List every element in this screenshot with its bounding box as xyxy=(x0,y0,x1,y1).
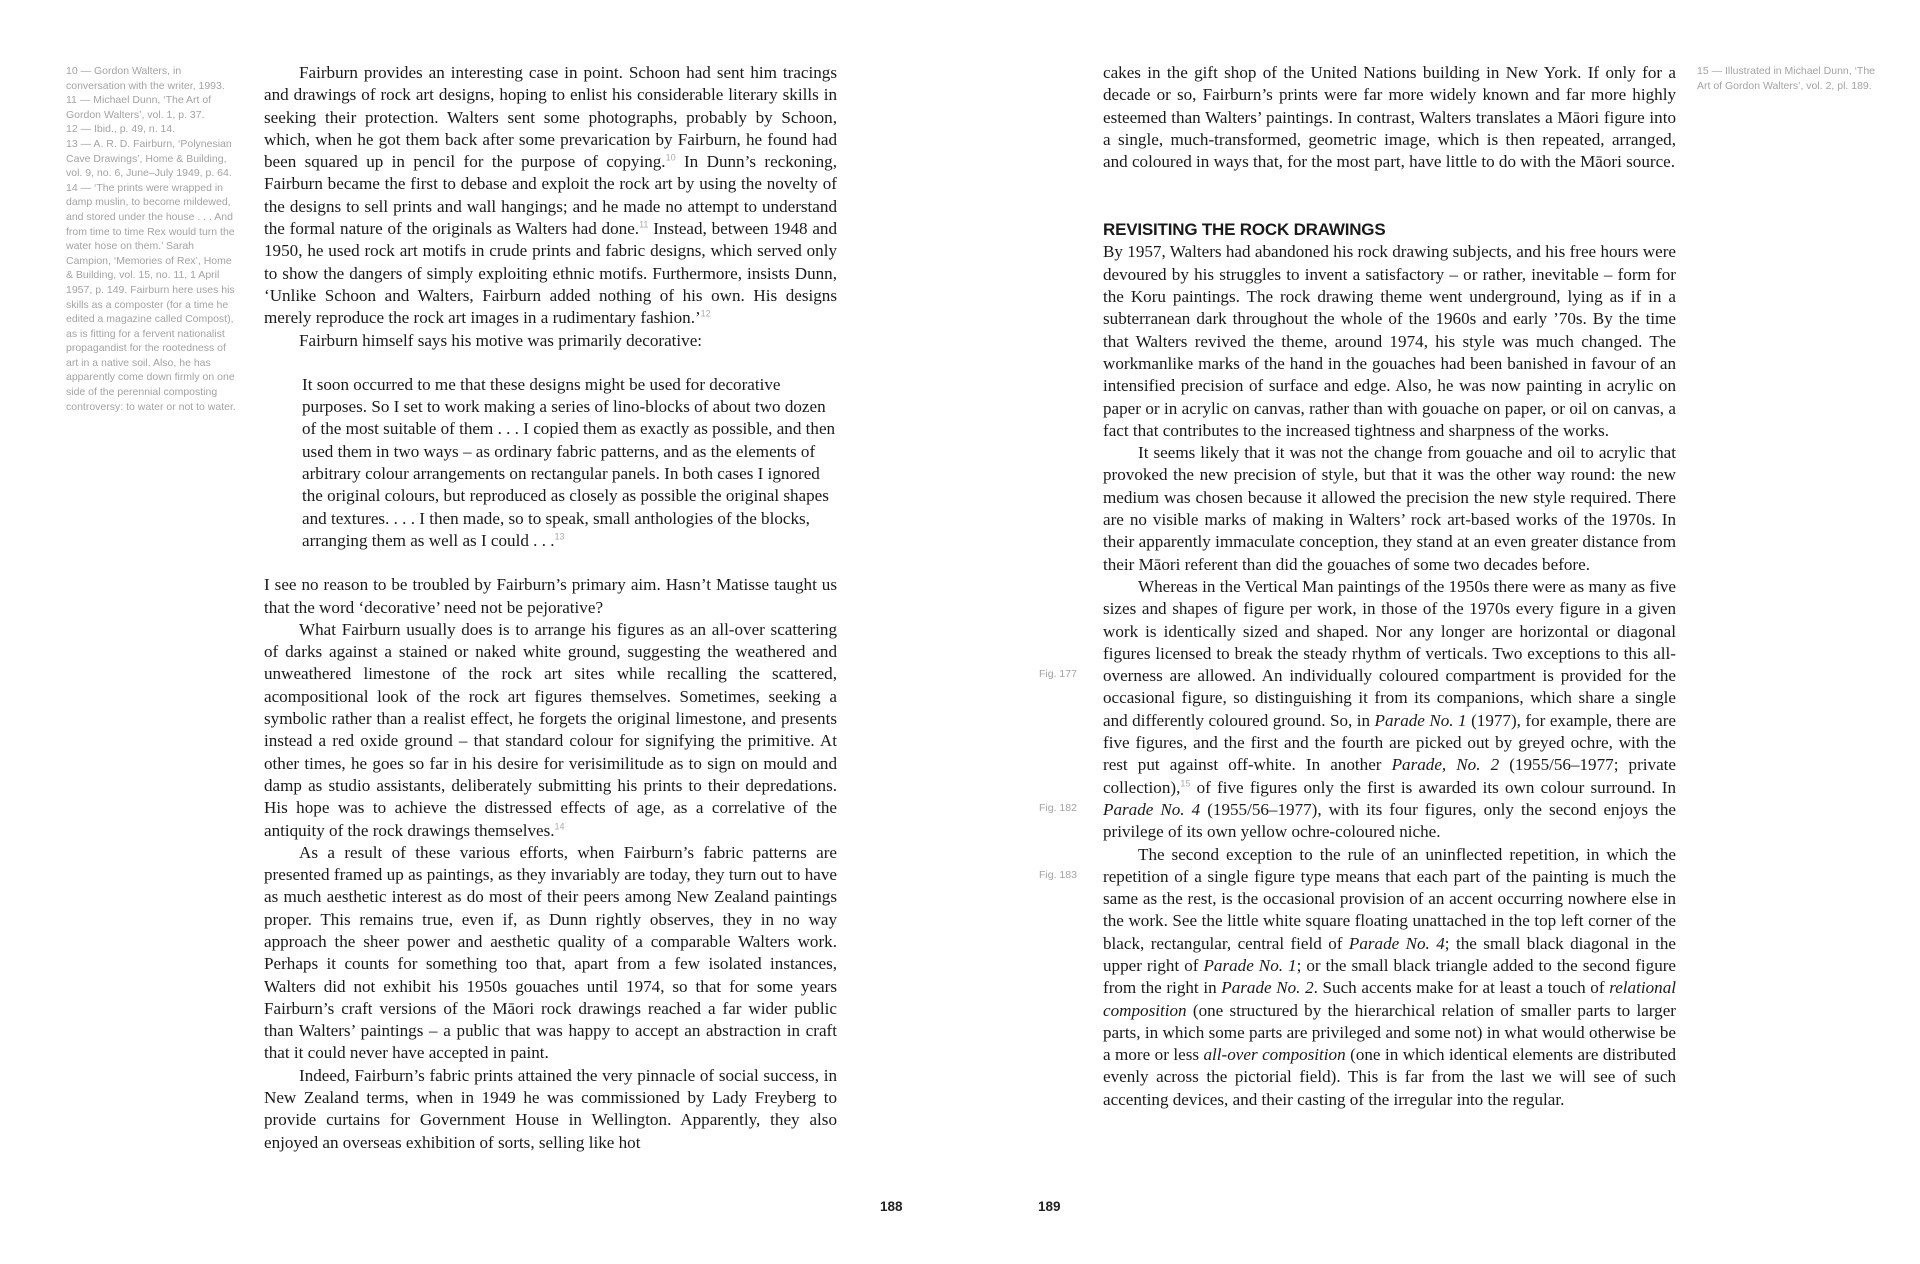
page-number-left: 188 xyxy=(880,1199,903,1214)
footnote-ref: 13 xyxy=(554,531,565,542)
body-paragraph: Indeed, Fairburn’s fabric prints attained the very pinnacle of social success, in New Zealand terms, when in 1949 he was commissioned by Lady Freyberg to provide curtains for Government House in Wellington. Apparently, they also enjoyed an overseas exhibition of sorts, selling like hot xyxy=(264,1065,837,1152)
footnote: 13 — A. R. D. Fairburn, ‘Polynesian Cave Drawings’, Home & Building, vol. 9, no. 6, June–July 1949, p. 64. xyxy=(66,137,232,180)
footnote: 15 — Illustrated in Michael Dunn, ‘The Art of Gordon Walters’, vol. 2, pl. 189. xyxy=(1697,65,1876,92)
footnote-ref: 11 xyxy=(639,219,649,230)
body-paragraph: Whereas in the Vertical Man paintings of the 1950s there were as many as five sizes and shapes of figure per work, in those of the 1970s every figure in a given work is identically sized and shaped. Nor any longer are horizontal or diagonal figures licensed to break the steady rhythm of verticals. Two exceptions to this all-overness are allowed. An individually coloured compartment is provided for the occasional figure, so distinguishing it from its companions, which share a single and differently coloured ground. So, in Parade No. 1 (1977), for example, there are five figures, and the first and the fourth are picked out by greyed ochre, with the rest put against off-white. In another Parade, No. 2 (1955/56–1977; private collection),$^{15}$ of five figures only the first is awarded its own colour surround. In Parade No. 4 (1955/56–1977), with its four figures, only the second enjoys the privilege of its own yellow ochre-coloured niche. xyxy=(1103,576,1677,842)
footnote: 12 — Ibid., p. 49, n. 14. xyxy=(66,123,176,136)
page-number-right: 189 xyxy=(1038,1199,1061,1214)
right-body-column xyxy=(1103,62,1676,1111)
body-paragraph: cakes in the gift shop of the United Nations building in New York. If only for a decade or so, Fairburn’s prints were far more widely known and far more highly esteemed than Walters’ paintings. In contrast, Walters translates a Māori figure into a single, much-transformed, geometric image, which is then repeated, arranged, and coloured in ways that, for the most part, have little to do with the Māori source. xyxy=(1103,63,1676,172)
footnote-ref: 12 xyxy=(700,308,711,319)
block-quote: It soon occurred to me that these designs might be used for decorative purposes. So I set to work making a series of lino-blocks of about two dozen of the most suitable of them . . . I copied them as exactly as possible, and then used them in two ways – as ordinary fabric patterns, and as the elements of arbitrary colour arrangements on rectangular panels. In both cases I ignored the original colours, but reproduced as closely as possible the original shapes and textures. . . . I then made, so to speak, small anthologies of the blocks, arranging them as well as I could . . .$^{13}$ xyxy=(302,374,836,550)
figure-reference: Fig. 177 xyxy=(1039,668,1077,680)
section-heading: REVISITING THE ROCK DRAWINGS xyxy=(1103,220,1386,240)
footnote-ref: 10 xyxy=(665,152,676,163)
footnote: 10 — Gordon Walters, in conversation with the writer, 1993. xyxy=(66,65,225,92)
right-margin-notes xyxy=(1697,64,1887,93)
body-paragraph: By 1957, Walters had abandoned his rock drawing subjects, and his free hours were devoured by his struggles to invent a satisfactory – or rather, inevitable – form for the Koru paintings. The rock drawing theme went underground, lying as if in a subterranean dark throughout the whole of the 1960s and early ’70s. By the time that Walters revived the theme, around 1974, his style was much changed. The workmanlike marks of the hand in the gouaches had been banished in favour of an intensified precision of surface and edge. Also, he was now painting in acrylic on paper or in acrylic on canvas, rather than with gouache on paper, or oil on canvas, a fact that contributes to the increased tightness and sharpness of the works. xyxy=(1103,242,1676,440)
figure-reference: Fig. 182 xyxy=(1039,802,1077,814)
body-paragraph: As a result of these various efforts, when Fairburn’s fabric patterns are presented framed up as paintings, as they invariably are today, they turn out to have as much aesthetic interest as do most of their peers among New Zealand paintings proper. This remains true, even if, as Dunn rightly observes, they in no way approach the sheer power and aesthetic quality of a comparable Walters work. Perhaps it counts for something too that, apart from a few isolated instances, Walters did not exhibit his 1950s gouaches until 1974, so that for some years Fairburn’s craft versions of the Māori rock drawings reached a far wider public than Walters’ paintings – a public that was happy to accept an abstraction in craft that it could never have accepted in paint. xyxy=(264,842,837,1063)
body-paragraph: Fairburn himself says his motive was primarily decorative: xyxy=(299,330,703,350)
body-paragraph: What Fairburn usually does is to arrange his figures as an all-over scattering of darks against a stained or naked white ground, suggesting the weathered and unweathered limestone of the rock art sites while recalling the scattered, acompositional look of the rock art figures themselves. Sometimes, seeking a symbolic rather than a realist effect, he forgets the original limestone, and presents instead a red oxide ground – that standard colour for signifying the primitive. At other times, he goes so far in his desire for verisimilitude as to sign on mould and damp as studio assistants, deliberately submitting his prints to their depredations. His hope was to achieve the distressed effects of age, as a correlative of the antiquity of the rock drawings themselves.$^{14}$ xyxy=(264,619,837,840)
left-body-column xyxy=(264,62,837,1154)
body-paragraph: It seems likely that it was not the change from gouache and oil to acrylic that provoked the new precision of style, but that it was the other way round: the new medium was chosen because it allowed the precision the new style required. There are no visible marks of making in Walters’ rock art-based works of the 1970s. In their apparently immaculate conception, they stand at an even greater distance from their Māori referent than did the gouaches of some two decades before. xyxy=(1103,443,1676,574)
footnote: 14 — ‘The prints were wrapped in damp muslin, to become mildewed, and stored under the house . . . And from time to time Rex would turn the water hose on them.’ Sarah Campion, ‘Memories of Rex’, Home & Building, vol. 15, no. 11, 1 April 1957, p. 149. Fairburn here uses his skills as a composter (for a time he edited a magazine called Compost), as is fitting for a fervent nationalist propagandist for the rootedness of art in a native soil. Also, he has apparently come down firmly on one side of the perennial composting controversy: to water or not to water. xyxy=(66,181,236,413)
footnote-ref: 15 xyxy=(1180,777,1191,788)
footnote: 11 — Michael Dunn, ‘The Art of Gordon Walters’, vol. 1, p. 37. xyxy=(66,94,212,121)
footnote-ref: 14 xyxy=(554,820,565,831)
left-margin-notes xyxy=(66,64,238,414)
body-paragraph: The second exception to the rule of an uninflected repetition, in which the repetition of a single figure type means that each part of the painting is much the same as the rest, is the occasional provision of an accent occurring nowhere else in the work. See the little white square floating unattached in the top left corner of the black, rectangular, central field of Parade No. 4; the small black diagonal in the upper right of Parade No. 1; or the small black triangle added to the second figure from the right in Parade No. 2. Such accents make for at least a touch of relational composition (one structured by the hierarchical relation of smaller parts to larger parts, in which some parts are privileged and some not) in what would otherwise be a more or less all-over composition (one in which identical elements are distributed evenly across the pictorial field). This is far from the last we will see of such accenting devices, and their casting of the irregular into the regular. xyxy=(1103,844,1677,1109)
figure-reference: Fig. 183 xyxy=(1039,869,1077,881)
body-paragraph: Fairburn provides an interesting case in point. Schoon had sent him tracings and drawings of rock art designs, hoping to enlist his considerable literary skills in seeking their protection. Walters sent some photographs, probably by Schoon, which, when he got them back after some prevarication by Fairburn, he found had been squared up in pencil for the purpose of copying.$^{10}$ In Dunn’s reckoning, Fairburn became the first to debase and exploit the rock art by using the novelty of the designs to sell prints and wall hangings; and he made no attempt to understand the formal nature of the originals as Walters had done.$^{11}$ Instead, between 1948 and 1950, he used rock art motifs in crude prints and fabric designs, which served only to show the dangers of simply exploiting ethnic motifs. Furthermore, insists Dunn, ‘Unlike Schoon and Walters, Fairburn added nothing of his own. His designs merely reproduce the rock art images in a rudimentary fashion.’$^{12}$ xyxy=(264,63,837,328)
body-paragraph: I see no reason to be troubled by Fairburn’s primary aim. Hasn’t Matisse taught us that the word ‘decorative’ need not be pejorative? xyxy=(264,575,837,617)
